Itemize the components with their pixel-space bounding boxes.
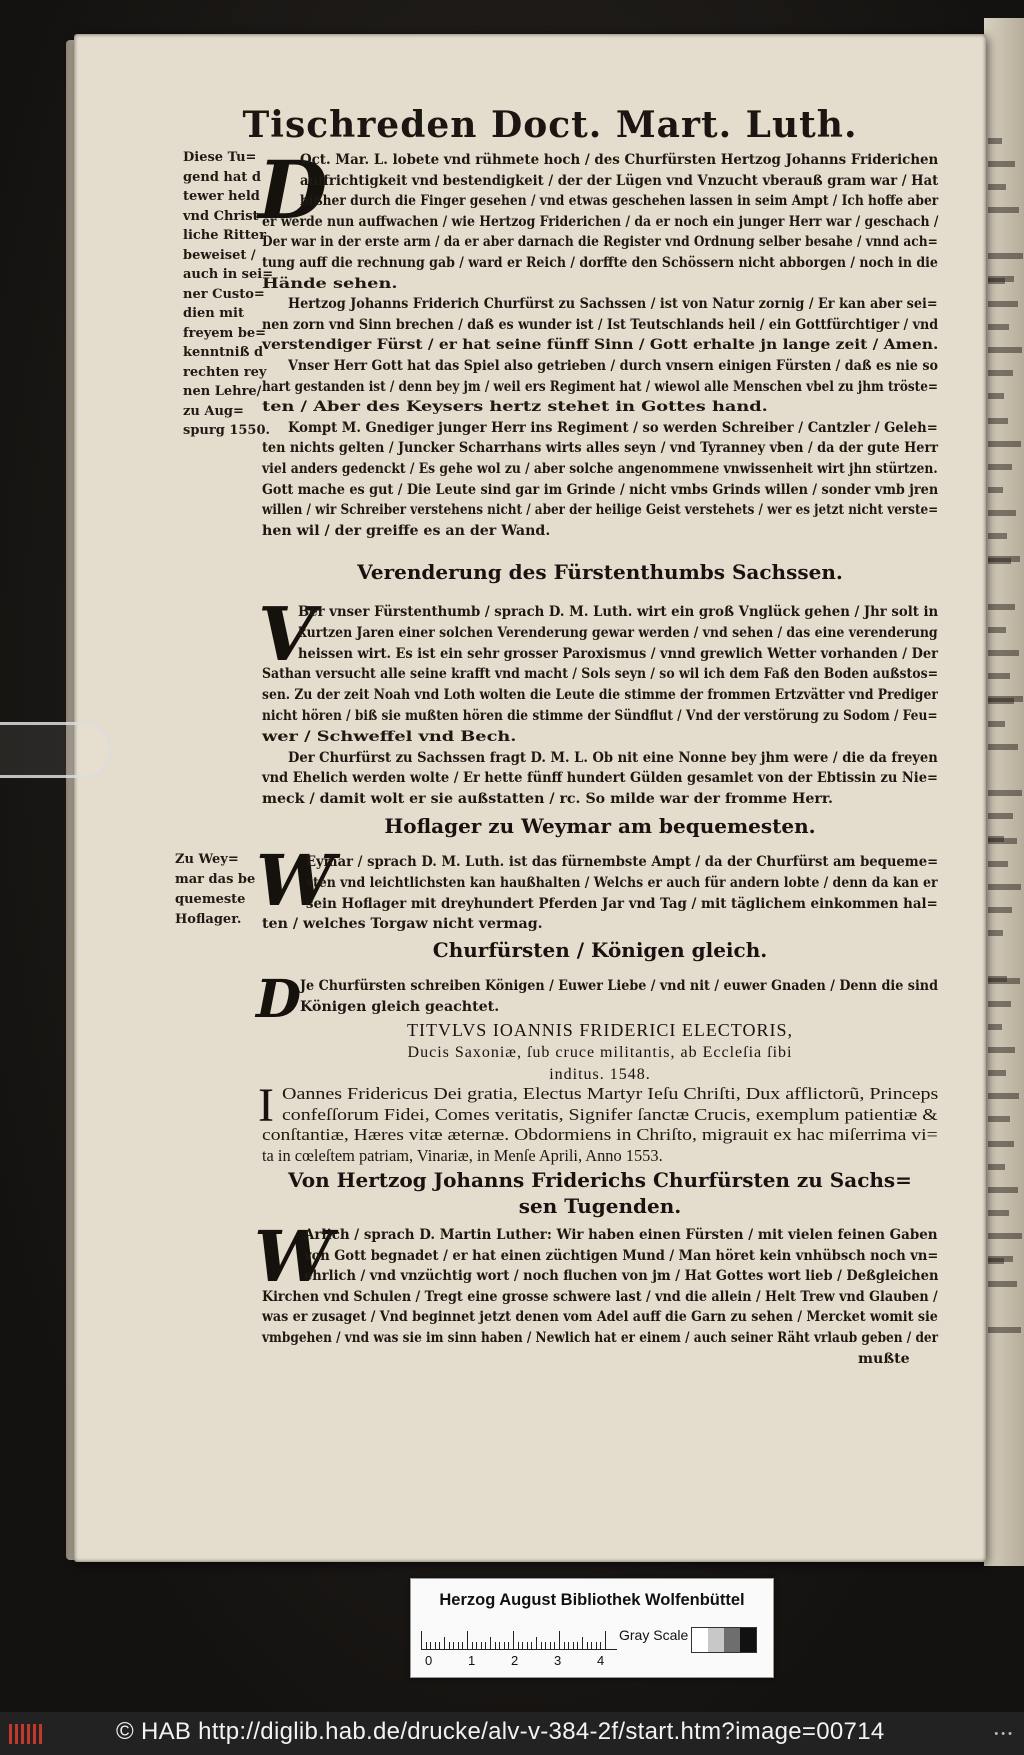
adjacent-page-text-fragment — [988, 1001, 1011, 1007]
adjacent-page-text-fragment — [988, 1281, 1017, 1287]
margin-note-line: spurg 1550. — [183, 423, 271, 438]
footer-copyright-link[interactable]: © HAB http://diglib.hab.de/drucke/alv-v-384-2f/start.htm?image=00714 — [116, 1718, 885, 1745]
adjacent-page-text-fragment — [988, 627, 1006, 633]
margin-note-line: Diese Tu= — [183, 150, 257, 165]
text-line: Der Churfürst zu Sachssen fragt D. M. L. Ob nit eine Nonne bey jhm were / die da freyen — [288, 749, 938, 766]
margin-note-line: nen Lehre/ — [183, 384, 262, 399]
drop-initial: D — [256, 969, 302, 1030]
adjacent-page-text-fragment — [988, 393, 1004, 399]
adjacent-page-text-fragment — [988, 1070, 1006, 1076]
margin-note-line: mar das be — [175, 872, 256, 887]
ruler-tick — [430, 1642, 431, 1649]
text-line: Hertzog Johanns Friderich Churfürst zu Sachssen / ist von Natur zornig / Er kan aber sei= — [288, 296, 938, 313]
page-clip — [0, 722, 111, 778]
adjacent-page-text-fragment — [988, 838, 1017, 844]
section-heading-line: sen Tugenden. — [518, 1194, 682, 1218]
ruler-tick — [587, 1642, 588, 1649]
adjacent-page-text-fragment — [988, 1024, 1002, 1030]
adjacent-page-text-fragment — [988, 978, 1020, 984]
margin-note-line: Zu Wey= — [175, 852, 239, 867]
grayscale-swatches — [691, 1627, 757, 1653]
text-line: Kirchen vnd Schulen / Tregt eine grosse schwere last / vnd die allein / Helt Trew vnd Glauben / — [262, 1288, 938, 1305]
ruler-tick — [458, 1642, 459, 1649]
text-line: Hände sehen. — [262, 275, 398, 292]
ruler-tick — [527, 1642, 528, 1649]
ruler-tick — [467, 1631, 468, 1649]
adjacent-page-text-fragment — [988, 790, 1022, 796]
adjacent-page-text-fragment — [988, 884, 1021, 890]
adjacent-page-text-fragment — [988, 1233, 1022, 1239]
text-line: ehrlich / vnd vnzüchtig wort / noch fluchen von jm / Hat Gottes wort lieb / Deßgleichen — [304, 1268, 939, 1285]
adjacent-page-text-fragment — [988, 347, 1022, 353]
adjacent-page-text-fragment — [988, 1047, 1015, 1053]
adjacent-page-text-fragment — [988, 1164, 1005, 1170]
text-line: was er zusaget / Vnd beginnet jetzt denen vom Adel auff die Garn zu sehen / Mercket womit sie — [262, 1309, 938, 1326]
margin-note-line: freyem be= — [183, 325, 267, 341]
text-line: vmbgehen / vnd was sie im sinn haben / Newlich hat er einem / auch seiner Räht vrlaub geben / der — [262, 1330, 939, 1346]
text-line: Arlich / sprach D. Martin Luther: Wir haben einen Fürsten / mit vielen feinen Gaben — [304, 1227, 938, 1243]
ruler-tick — [439, 1642, 440, 1649]
ruler-tick — [541, 1642, 542, 1649]
ruler-tick — [426, 1642, 427, 1649]
ruler-number: 2 — [511, 1653, 519, 1668]
margin-note-line: tewer held — [183, 189, 260, 204]
scale-ruler — [421, 1629, 617, 1650]
text-line: sten vnd leichtlichsten kan haußhalten / Welchs er auch für andern lobte / denn da kan er — [306, 874, 938, 891]
ruler-tick — [596, 1642, 597, 1649]
ruler-tick — [545, 1642, 546, 1649]
adjacent-page-text-fragment — [988, 464, 1012, 470]
adjacent-page-text-fragment — [988, 604, 1015, 610]
ruler-tick — [453, 1642, 454, 1649]
adjacent-page-text-fragment — [988, 1327, 1021, 1333]
ruler-number: 1 — [468, 1653, 476, 1668]
text-line: Sathan versucht alle seine krafft vnd macht / Sols seyn / so wil ich dem Faß den Boden außstos= — [262, 666, 939, 683]
margin-note-line: liche Ritter — [183, 228, 266, 243]
ruler-tick — [522, 1642, 523, 1649]
grayscale-swatch — [724, 1628, 740, 1652]
adjacent-page-text-fragment — [988, 138, 1002, 144]
grayscale-swatch — [740, 1628, 756, 1652]
text-line: hen wil / der greiffe es an der Wand. — [262, 522, 551, 539]
text-line: meck / damit wolt er sie außstatten / rc. So milde war der fromme Herr. — [262, 791, 833, 808]
drop-initial: W — [254, 1215, 333, 1298]
text-line: hart gestanden ist / denn bey jm / weil ers Regiment hat / wiewol alle Menschen vbel zu jhm tröste= — [262, 378, 939, 395]
ruler-tick — [472, 1642, 473, 1649]
ruler-tick — [518, 1642, 519, 1649]
grayscale-swatch — [708, 1628, 724, 1652]
ruler-tick — [504, 1642, 505, 1649]
margin-note-line: kenntniß d — [183, 345, 264, 360]
ruler-tick — [573, 1642, 574, 1649]
text-line: sen. Zu der zeit Noah vnd Loth wolten die Leute die stimme der frommen Ertzvätter vnd Prediger — [262, 687, 938, 704]
section-heading: Churfürsten / Königen gleich. — [432, 938, 768, 962]
text-line: Je Churfürsten schreiben Königen / Euwer Liebe / vnd nit / euwer Gnaden / Denn die sind — [300, 978, 938, 994]
ruler-number: 0 — [425, 1653, 433, 1668]
ruler-tick — [490, 1637, 491, 1649]
ruler-tick — [591, 1642, 592, 1649]
text-line: Gott mache es gut / Die Leute sind gar im Grinde / nicht vmbs Grinds willen / sonder vmb jren — [262, 481, 939, 498]
ruler-tick — [499, 1642, 500, 1649]
adjacent-page-text-fragment — [988, 253, 1023, 259]
margin-note-line: rechten rey — [183, 364, 267, 380]
ruler-tick — [550, 1642, 551, 1649]
adjacent-page-text-fragment — [988, 1210, 1009, 1216]
adjacent-page-text-fragment — [988, 698, 1014, 704]
adjacent-page-edge — [984, 18, 1024, 1566]
margin-note-line: vnd Christ — [183, 208, 259, 224]
section-heading-line: Ducis Saxoniæ, ſub cruce militantis, ab Eccleſia ſibi — [407, 1044, 793, 1061]
ruler-tick — [444, 1637, 445, 1649]
text-line: heissen wirt. Es ist ein sehr grosser Paroxismus / vnnd grewlich Wetter vorhanden / Der — [298, 645, 938, 662]
ruler-tick — [582, 1637, 583, 1649]
adjacent-page-text-fragment — [988, 301, 1018, 307]
drop-initial: W — [256, 839, 335, 922]
text-line: von Gott begnadet / er hat einen züchtigen Mund / Man höret kein vnhübsch noch vn= — [304, 1247, 939, 1264]
text-line: conſtantiæ, Hæres vitæ æternæ. Obdormiens in Chriſto, migrauit ex hac miſerrima vi= — [262, 1125, 938, 1145]
margin-note-line: Hoflager. — [175, 912, 242, 927]
adjacent-page-text-fragment — [988, 1093, 1019, 1099]
page-title: Tischreden Doct. Mart. Luth. — [242, 104, 858, 146]
text-line: Eymar / sprach D. M. Luth. ist das fürnembste Ampt / da der Churfürst am bequeme= — [306, 854, 939, 870]
text-line: mußte — [858, 1350, 910, 1367]
drop-initial: I — [258, 1079, 274, 1132]
ruler-tick — [531, 1642, 532, 1649]
text-line: viel anders gedenckt / Es gehe wol zu / aber solche angenommene vnwissenheit wirt jhn stürtzen. — [262, 461, 938, 477]
text-line: willen / wir Schreiber verstehens nicht / aber der heilige Geist verstehets / wer es jetzt nicht verste= — [262, 502, 939, 519]
ruler-tick — [449, 1642, 450, 1649]
text-line: Vnser Herr Gott hat das Spiel also getrieben / durch vnsern einigen Fürsten / daß es nie so — [288, 358, 939, 374]
text-line: Kompt M. Gnediger junger Herr ins Regiment / so werden Schreiber / Cantzler / Geleh= — [288, 419, 938, 436]
adjacent-page-text-fragment — [988, 370, 1013, 376]
adjacent-page-text-fragment — [988, 930, 1003, 936]
margin-note-line: auch in sei= — [183, 267, 274, 282]
text-line: Königen gleich geachtet. — [300, 998, 500, 1015]
viewer-footer — [0, 1712, 1024, 1755]
text-line: er werde nun auffwachen / wie Hertzog Friderichen / da er noch ein junger Herr war / geschach / — [262, 213, 939, 230]
library-name: Herzog August Bibliothek Wolfenbüttel — [439, 1591, 745, 1609]
margin-note-line: beweiset / — [183, 247, 256, 263]
ruler-number: 3 — [554, 1653, 562, 1668]
section-heading-line: Von Hertzog Johanns Friderichs Churfürsten zu Sachs= — [288, 1168, 912, 1192]
section-heading: Hoflager zu Weymar am bequemesten. — [384, 814, 816, 838]
text-line: Ber vnser Fürstenthumb / sprach D. M. Luth. wirt ein groß Vnglück gehen / Jhr solt in — [298, 604, 939, 620]
ruler-tick — [536, 1637, 537, 1649]
drop-initial: V — [258, 592, 316, 678]
ruler-tick — [554, 1642, 555, 1649]
adjacent-page-text-fragment — [988, 1141, 1014, 1147]
ruler-tick — [485, 1642, 486, 1649]
ruler-tick — [508, 1642, 509, 1649]
section-heading-line: TITVLVS IOANNIS FRIDERICI ELECTORIS, — [406, 1020, 793, 1040]
text-line: nen zorn vnd Sinn brechen / daß es wunder ist / Ist Teutschlands heil / ein Gottfürchtiger / vnd — [262, 316, 939, 333]
text-line: Der war in der erste arm / da er aber darnach die Register vnd Ordnung selber besahe / vnnd ach= — [262, 234, 938, 251]
grayscale-swatch — [692, 1628, 708, 1652]
hab-logo-icon — [8, 1721, 46, 1747]
adjacent-page-text-fragment — [988, 161, 1015, 167]
footer-more-icon[interactable]: • • • — [994, 1728, 1012, 1740]
adjacent-page-text-fragment — [988, 278, 1005, 284]
ruler-tick — [476, 1642, 477, 1649]
text-line: nicht hören / biß sie mußten hören die stimme der Sündflut / Vnd der verstörung zu Sodom / Feu= — [262, 708, 938, 724]
text-line: auffrichtigkeit vnd bestendigkeit / der der Lügen vnd Vnzucht vberauß gram war / Hat — [300, 172, 939, 189]
ruler-tick — [559, 1631, 560, 1649]
margin-note-line: gend hat d — [183, 169, 261, 185]
text-line: ta in cœleſtem patriam, Vinariæ, in Menſe Aprili, Anno 1553. — [262, 1145, 663, 1165]
margin-note-line: quemeste — [175, 892, 246, 907]
ruler-tick — [513, 1631, 514, 1649]
adjacent-page-text-fragment — [988, 558, 1011, 564]
text-line: ten / Aber des Keysers hertz stehet in Gottes hand. — [262, 399, 768, 416]
text-line: confeſſorum Fidei, Comes veritatis, Signifer ſanctæ Crucis, exemplum patientiæ & — [282, 1104, 938, 1124]
adjacent-page-text-fragment — [988, 861, 1008, 867]
ruler-tick — [462, 1642, 463, 1649]
adjacent-page-text-fragment — [988, 1187, 1018, 1193]
text-line: Oct. Mar. L. lobete vnd rühmete hoch / des Churfürsten Hertzog Johanns Friderichen — [300, 152, 939, 168]
adjacent-page-text-fragment — [988, 324, 1009, 330]
adjacent-page-text-fragment — [988, 673, 1010, 679]
drop-initial: D — [258, 143, 328, 237]
section-heading: Verenderung des Fürstenthumbs Sachssen. — [357, 560, 843, 584]
ruler-tick — [577, 1642, 578, 1649]
text-line: bißher durch die Finger gesehen / vnd etwas geschehen lassen in seim Ampt / Ich hoffe aber — [300, 193, 939, 210]
adjacent-page-text-fragment — [988, 441, 1021, 447]
ruler-tick — [600, 1642, 601, 1649]
adjacent-page-text-fragment — [988, 184, 1006, 190]
adjacent-page-text-fragment — [988, 533, 1007, 539]
text-line: wer / Schweffel vnd Bech. — [262, 728, 517, 745]
text-line: sein Hoflager mit dreyhundert Pferden Jar vnd Tag / mit täglichem einkommen hal= — [306, 895, 938, 912]
text-line: tung auff die rechnung gab / ward er Reich / dorffte den Schössern nicht abborgen / noch in die — [262, 255, 938, 271]
text-line: ten / welches Torgaw nicht vermag. — [262, 916, 543, 933]
adjacent-page-text-fragment — [988, 907, 1012, 913]
ruler-tick — [435, 1642, 436, 1649]
ruler-tick — [605, 1631, 606, 1649]
color-calibration-card — [410, 1578, 774, 1678]
adjacent-page-text-fragment — [988, 813, 1013, 819]
adjacent-page-text-fragment — [988, 744, 1018, 750]
text-line: Oannes Fridericus Dei gratia, Electus Martyr Ieſu Chriſti, Dux afflictorũ, Princeps — [282, 1084, 939, 1103]
text-line: verstendiger Fürst / er hat seine fünff Sinn / Gott erhalte jn lange zeit / Amen. — [262, 337, 939, 354]
adjacent-page-text-fragment — [988, 721, 1005, 727]
adjacent-page-text-fragment — [988, 1258, 1004, 1264]
adjacent-page-text-fragment — [988, 207, 1019, 213]
text-line: vnd Ehelich werden wolte / Er hette fünff hundert Gülden gesamlet von der Ebtissin zu Nie= — [262, 770, 938, 787]
margin-note-line: dien mit — [183, 306, 244, 321]
grayscale-label: Gray Scale — [619, 1627, 689, 1643]
text-line: kurtzen Jaren einer solchen Verenderung gewar werden / vnd sehen / das eine verenderung — [298, 624, 938, 641]
margin-note-line: zu Aug= — [183, 403, 244, 419]
adjacent-page-text-fragment — [988, 510, 1016, 516]
adjacent-page-text-fragment — [988, 650, 1019, 656]
ruler-tick — [481, 1642, 482, 1649]
ruler-tick — [568, 1642, 569, 1649]
adjacent-page-text-fragment — [988, 418, 1008, 424]
section-heading-line: inditus. 1548. — [549, 1066, 651, 1083]
ruler-tick — [495, 1642, 496, 1649]
margin-note-line: ner Custo= — [183, 286, 265, 302]
ruler-tick — [564, 1642, 565, 1649]
adjacent-page-text-fragment — [988, 487, 1003, 493]
text-line: ten nichts gelten / Juncker Scharrhans wirts alles seyn / vnd Tyranney vben / da der gute Herr — [262, 440, 939, 457]
ruler-number: 4 — [597, 1653, 605, 1668]
ruler-tick — [421, 1631, 422, 1649]
